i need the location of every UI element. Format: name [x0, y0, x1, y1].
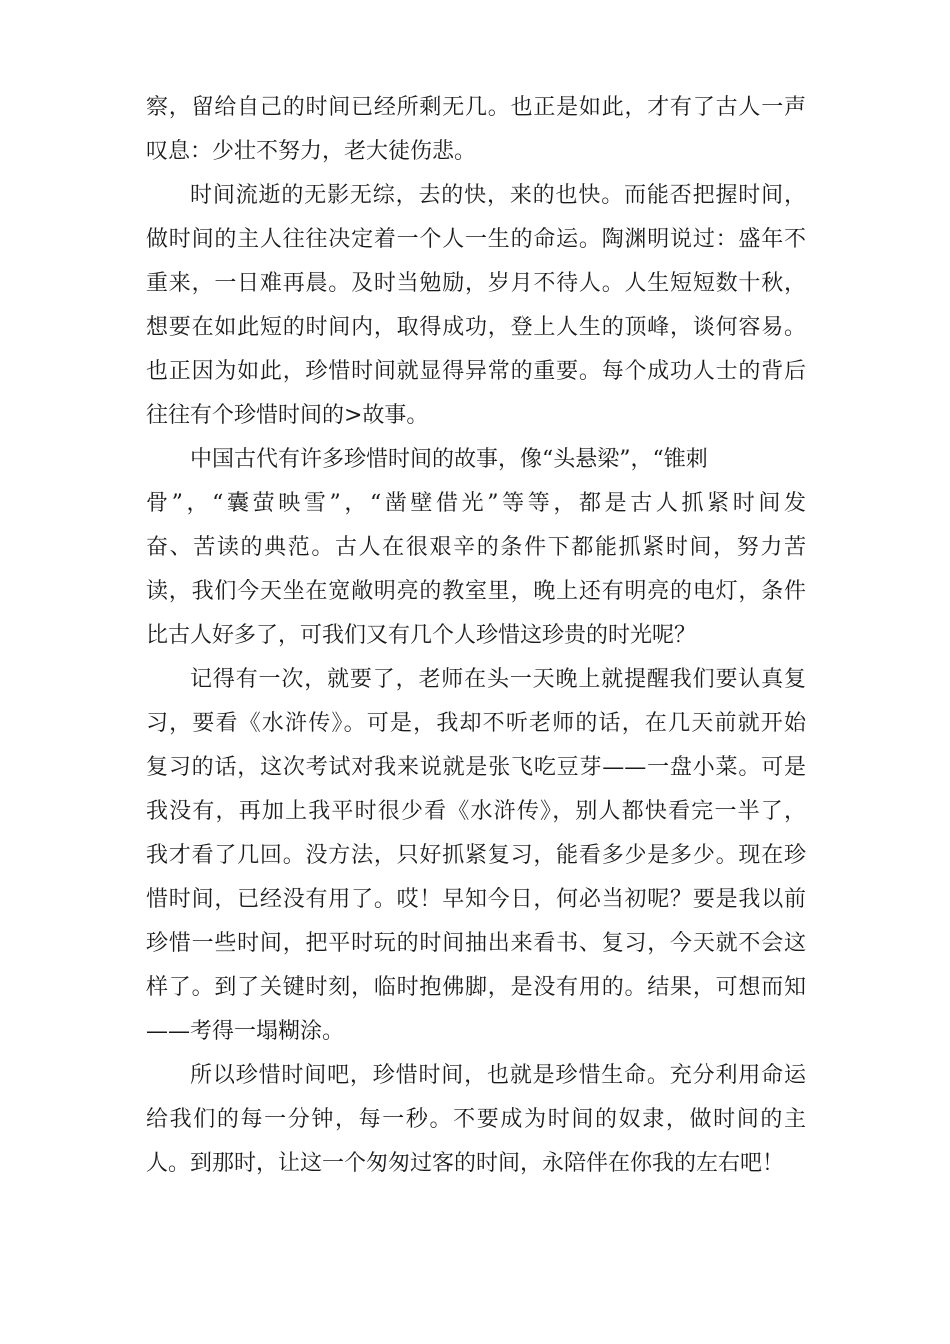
text-line: 习，要看《水浒传》。可是，我却不听老师的话，在几天前就开始	[146, 711, 806, 736]
text-line: 骨”，“囊萤映雪”，“凿壁借光”等等，都是古人抓紧时间发	[146, 491, 806, 516]
text-line: 叹息：少壮不努力，老大徒伤悲。	[146, 139, 477, 164]
text-line: 重来，一日难再晨。及时当勉励，岁月不待人。人生短短数十秋，	[146, 271, 806, 296]
text-line: ——考得一塌糊涂。	[146, 1019, 345, 1044]
text-line: 奋、苦读的典范。古人在很艰辛的条件下都能抓紧时间，努力苦	[146, 535, 806, 560]
text-line: 记得有一次，就要了，老师在头一天晚上就提醒我们要认真复	[190, 667, 806, 692]
text-line: 人。到那时，让这一个匆匆过客的时间，永陪伴在你我的左右吧！	[146, 1151, 785, 1176]
text-line: 复习的话，这次考试对我来说就是张飞吃豆芽——一盘小菜。可是	[146, 755, 806, 780]
text-line: 察，留给自己的时间已经所剩无几。也正是如此，才有了古人一声	[146, 95, 806, 120]
text-line: 惜时间，已经没有用了。哎！早知今日，何必当初呢？要是我以前	[146, 887, 806, 912]
text-line: 珍惜一些时间，把平时玩的时间抽出来看书、复习，今天就不会这	[146, 931, 806, 956]
essay-body	[146, 86, 806, 1186]
text-line: 所以珍惜时间吧，珍惜时间，也就是珍惜生命。充分利用命运	[190, 1063, 806, 1088]
text-line: 也正因为如此，珍惜时间就显得异常的重要。每个成功人士的背后	[146, 359, 806, 384]
text-line: 我才看了几回。没方法，只好抓紧复习，能看多少是多少。现在珍	[146, 843, 806, 868]
text-line: 时间流逝的无影无综，去的快，来的也快。而能否把握时间，	[190, 183, 806, 208]
text-line: 读，我们今天坐在宽敞明亮的教室里，晚上还有明亮的电灯，条件	[146, 579, 806, 604]
text-line: 做时间的主人往往决定着一个人一生的命运。陶渊明说过：盛年不	[146, 227, 806, 252]
text-line: 比古人好多了，可我们又有几个人珍惜这珍贵的时光呢？	[146, 623, 697, 648]
text-line: 想要在如此短的时间内，取得成功，登上人生的顶峰，谈何容易。	[146, 315, 806, 340]
text-line: 往往有个珍惜时间的>故事。	[146, 403, 429, 428]
text-line: 给我们的每一分钟，每一秒。不要成为时间的奴隶，做时间的主	[146, 1107, 806, 1132]
text-line: 样了。到了关键时刻，临时抱佛脚，是没有用的。结果，可想而知	[146, 975, 806, 1000]
text-line: 我没有，再加上我平时很少看《水浒传》，别人都快看完一半了，	[146, 799, 806, 824]
text-line: 中国古代有许多珍惜时间的故事，像“头悬梁”，“锥刺	[190, 447, 708, 472]
